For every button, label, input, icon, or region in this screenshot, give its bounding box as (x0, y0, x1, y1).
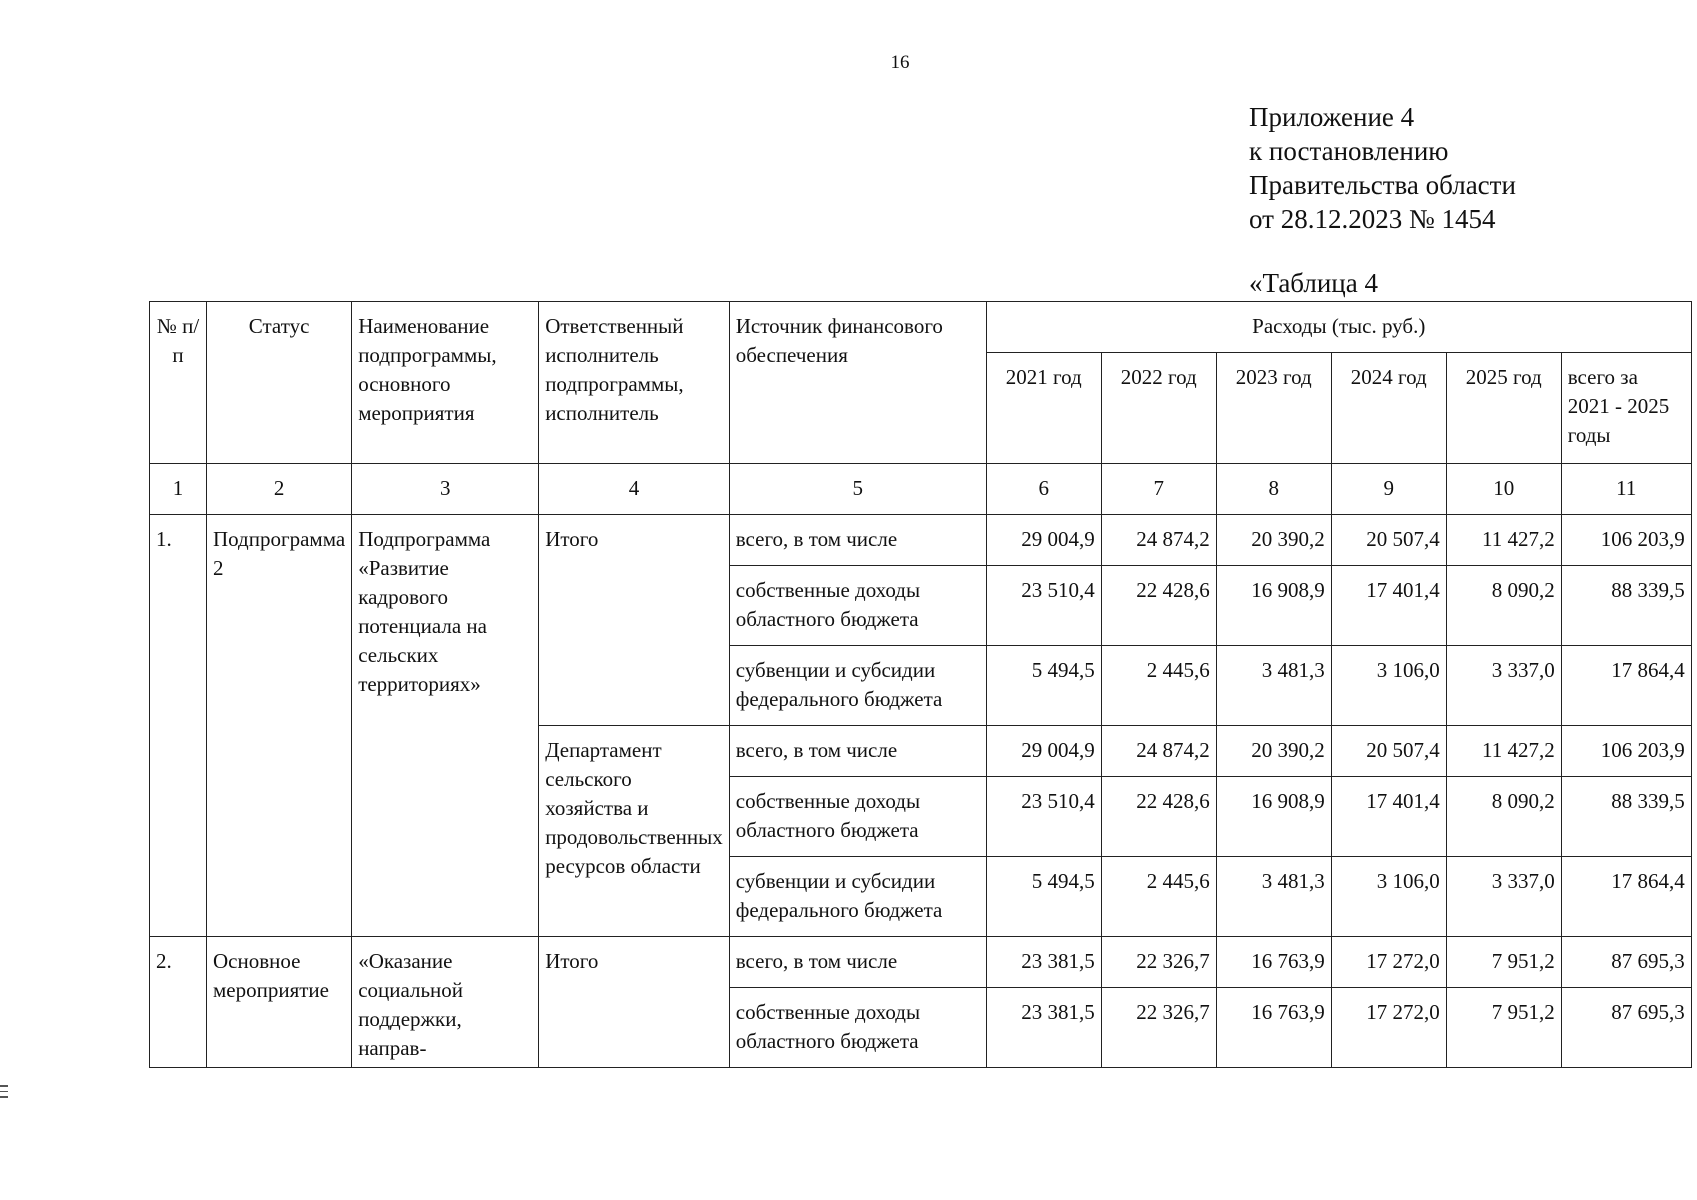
row-name: Подпрограмма «Развитие кадрового потенциала на сельских территориях» (352, 515, 539, 937)
value-cell: 17 864,4 (1561, 646, 1691, 726)
value-cell: 88 339,5 (1561, 566, 1691, 646)
row-name: «Оказание социальной поддержки, направ- (352, 937, 539, 1068)
value-cell: 23 381,5 (986, 988, 1101, 1068)
value-cell: 17 401,4 (1331, 566, 1446, 646)
column-number: 1 (150, 464, 207, 515)
value-cell: 17 401,4 (1331, 777, 1446, 857)
table-row (150, 515, 1692, 566)
value-cell: 87 695,3 (1561, 988, 1691, 1068)
value-cell: 106 203,9 (1561, 515, 1691, 566)
header-executor: Ответственный исполнитель подпрограммы, исполнитель (539, 302, 730, 464)
column-number: 4 (539, 464, 730, 515)
header-status: Статус (207, 302, 352, 464)
value-cell: 23 510,4 (986, 777, 1101, 857)
column-number: 5 (729, 464, 986, 515)
appendix-block (1249, 100, 1516, 236)
value-cell: 5 494,5 (986, 646, 1101, 726)
value-cell: 8 090,2 (1446, 566, 1561, 646)
value-cell: 7 951,2 (1446, 937, 1561, 988)
value-cell: 23 510,4 (986, 566, 1101, 646)
value-cell: 87 695,3 (1561, 937, 1691, 988)
row-status: Основное мероприятие (207, 937, 352, 1068)
row-num: 1. (150, 515, 207, 937)
row-source: всего, в том числе (729, 726, 986, 777)
column-number: 2 (207, 464, 352, 515)
row-source: всего, в том числе (729, 515, 986, 566)
column-number: 9 (1331, 464, 1446, 515)
scan-mark (0, 1096, 8, 1098)
value-cell: 3 106,0 (1331, 646, 1446, 726)
header-year: 2023 год (1216, 353, 1331, 464)
header-year: 2025 год (1446, 353, 1561, 464)
value-cell: 11 427,2 (1446, 726, 1561, 777)
value-cell: 22 326,7 (1101, 988, 1216, 1068)
value-cell: 2 445,6 (1101, 646, 1216, 726)
value-cell: 17 272,0 (1331, 937, 1446, 988)
row-executor: Итого (539, 937, 730, 1068)
value-cell: 3 337,0 (1446, 646, 1561, 726)
value-cell: 23 381,5 (986, 937, 1101, 988)
value-cell: 20 507,4 (1331, 726, 1446, 777)
value-cell: 8 090,2 (1446, 777, 1561, 857)
appendix-line: Правительства области (1249, 170, 1516, 200)
header-year: 2022 год (1101, 353, 1216, 464)
value-cell: 22 326,7 (1101, 937, 1216, 988)
value-cell: 3 106,0 (1331, 857, 1446, 937)
page-number: 16 (890, 52, 910, 73)
value-cell: 24 874,2 (1101, 515, 1216, 566)
header-year: 2024 год (1331, 353, 1446, 464)
value-cell: 24 874,2 (1101, 726, 1216, 777)
value-cell: 20 390,2 (1216, 515, 1331, 566)
column-number: 8 (1216, 464, 1331, 515)
value-cell: 88 339,5 (1561, 777, 1691, 857)
column-number: 11 (1561, 464, 1691, 515)
value-cell: 3 337,0 (1446, 857, 1561, 937)
value-cell: 16 908,9 (1216, 566, 1331, 646)
column-number: 10 (1446, 464, 1561, 515)
value-cell: 22 428,6 (1101, 777, 1216, 857)
row-executor: Департамент сельского хозяйства и продовольственных ресурсов области (539, 726, 730, 937)
appendix-line: к постановлению (1249, 136, 1449, 166)
row-executor: Итого (539, 515, 730, 726)
value-cell: 17 864,4 (1561, 857, 1691, 937)
scan-mark (0, 1085, 8, 1087)
value-cell: 20 507,4 (1331, 515, 1446, 566)
column-number: 3 (352, 464, 539, 515)
row-source: всего, в том числе (729, 937, 986, 988)
header-year-total: всего за 2021 - 2025 годы (1561, 353, 1691, 464)
column-number: 7 (1101, 464, 1216, 515)
row-source: субвенции и субсидии федерального бюджета (729, 646, 986, 726)
value-cell: 5 494,5 (986, 857, 1101, 937)
appendix-line: Приложение 4 (1249, 102, 1415, 132)
value-cell: 3 481,3 (1216, 646, 1331, 726)
value-cell: 17 272,0 (1331, 988, 1446, 1068)
value-cell: 16 763,9 (1216, 988, 1331, 1068)
header-name: Наименование подпрограммы, основного мероприятия (352, 302, 539, 464)
value-cell: 11 427,2 (1446, 515, 1561, 566)
value-cell: 29 004,9 (986, 726, 1101, 777)
column-number: 6 (986, 464, 1101, 515)
value-cell: 7 951,2 (1446, 988, 1561, 1068)
header-source: Источник финансового обеспечения (729, 302, 986, 464)
value-cell: 16 763,9 (1216, 937, 1331, 988)
value-cell: 29 004,9 (986, 515, 1101, 566)
row-source: субвенции и субсидии федерального бюджета (729, 857, 986, 937)
row-num: 2. (150, 937, 207, 1068)
scan-margin-marks (0, 1085, 8, 1102)
table-caption: «Таблица 4 (1249, 268, 1378, 298)
row-source: собственные доходы областного бюджета (729, 988, 986, 1068)
header-expenses: Расходы (тыс. руб.) (986, 302, 1691, 353)
header-num: № п/п (150, 302, 207, 464)
appendix-line: от 28.12.2023 № 1454 (1249, 204, 1496, 234)
value-cell: 106 203,9 (1561, 726, 1691, 777)
value-cell: 16 908,9 (1216, 777, 1331, 857)
row-source: собственные доходы областного бюджета (729, 777, 986, 857)
budget-table (149, 301, 1692, 1068)
header-year: 2021 год (986, 353, 1101, 464)
value-cell: 2 445,6 (1101, 857, 1216, 937)
value-cell: 20 390,2 (1216, 726, 1331, 777)
value-cell: 22 428,6 (1101, 566, 1216, 646)
row-source: собственные доходы областного бюджета (729, 566, 986, 646)
table-row (150, 937, 1692, 988)
scan-mark (0, 1091, 8, 1093)
value-cell: 3 481,3 (1216, 857, 1331, 937)
row-status: Подпрограмма 2 (207, 515, 352, 937)
